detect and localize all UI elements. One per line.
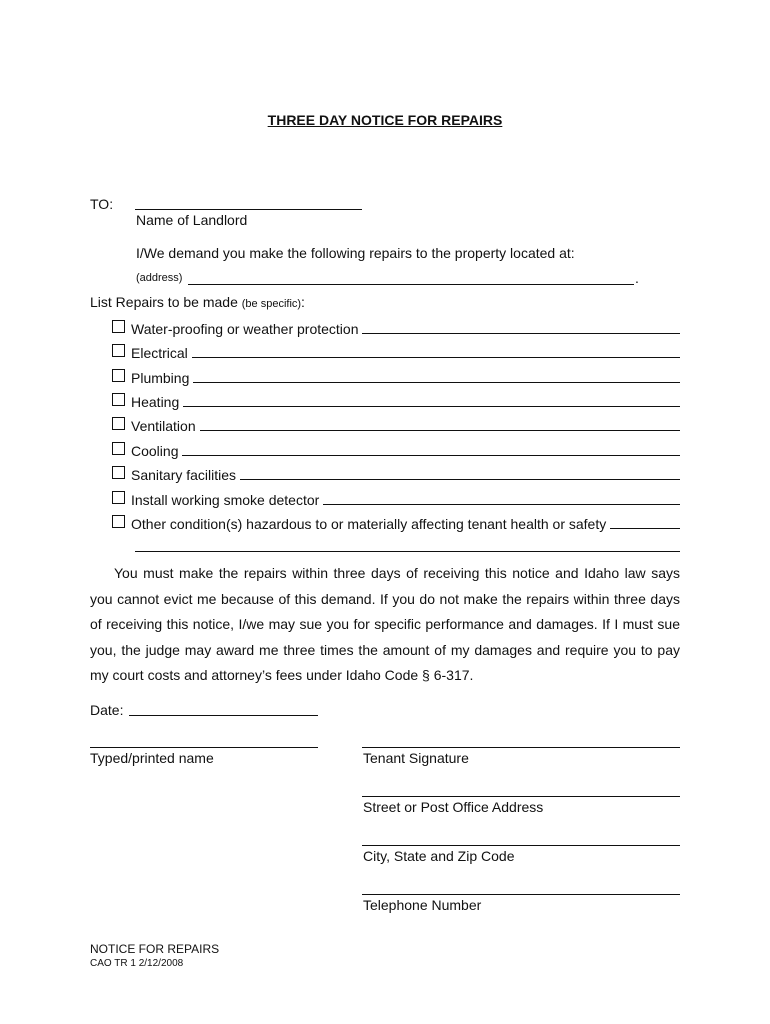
repair-label: Other condition(s) hazardous to or materially affecting tenant health or safety <box>131 516 607 532</box>
repair-item <box>112 439 680 459</box>
checkbox[interactable] <box>112 369 125 382</box>
demand-text: I/We demand you make the following repairs to the property located at: <box>136 245 575 261</box>
repair-label: Water-proofing or weather protection <box>131 321 359 337</box>
landlord-name-line[interactable] <box>135 209 362 210</box>
repair-item <box>112 317 680 337</box>
repair-detail-line[interactable] <box>182 455 680 456</box>
street-address-label: Street or Post Office Address <box>363 799 544 815</box>
repair-detail-line[interactable] <box>200 430 680 431</box>
checkbox[interactable] <box>112 344 125 357</box>
tenant-signature-label: Tenant Signature <box>363 750 469 766</box>
address-period: . <box>635 270 639 286</box>
checkbox[interactable] <box>112 442 125 455</box>
list-repairs-label: List Repairs to be made (be specific): <box>90 294 305 310</box>
repair-detail-line[interactable] <box>192 357 680 358</box>
repair-item <box>112 341 680 361</box>
city-state-zip-line[interactable] <box>362 845 680 846</box>
checkbox[interactable] <box>112 417 125 430</box>
repair-item <box>112 390 680 410</box>
city-state-zip-label: City, State and Zip Code <box>363 848 515 864</box>
checkbox[interactable] <box>112 466 125 479</box>
repair-detail-line[interactable] <box>323 504 680 505</box>
address-label: (address) <box>136 272 183 284</box>
tenant-signature-line[interactable] <box>362 747 680 748</box>
repair-item <box>112 512 680 532</box>
checkbox[interactable] <box>112 393 125 406</box>
repair-detail-line[interactable] <box>193 382 680 383</box>
document-title: THREE DAY NOTICE FOR REPAIRS <box>267 112 503 128</box>
repair-label: Cooling <box>131 443 179 459</box>
footer-title: NOTICE FOR REPAIRS <box>90 942 220 956</box>
repair-item <box>112 463 680 483</box>
typed-name-label: Typed/printed name <box>90 750 214 766</box>
footer-code: CAO TR 1 2/12/2008 <box>90 958 184 969</box>
repair-label: Sanitary facilities <box>131 467 237 483</box>
date-line[interactable] <box>129 715 318 716</box>
repair-label: Ventilation <box>131 418 196 434</box>
checkbox[interactable] <box>112 491 125 504</box>
telephone-line[interactable] <box>362 894 680 895</box>
repair-label: Plumbing <box>131 370 190 386</box>
repair-item <box>112 366 680 386</box>
repair-item <box>112 414 680 434</box>
date-label: Date: <box>90 702 124 718</box>
checkbox[interactable] <box>112 515 125 528</box>
landlord-label: Name of Landlord <box>136 212 248 228</box>
repair-label: Heating <box>131 394 180 410</box>
checkbox[interactable] <box>112 320 125 333</box>
notice-paragraph: You must make the repairs within three days of receiving this notice and Idaho law says you cannot evict me because of this demand. If you do not make the repairs within three days of receiving this notice, I/we may sue you for specific performance and damages. If I must sue you, the judge may award me three times the amount of my damages and require you to pay my court costs and attorney’s fees under Idaho Code § 6-317. <box>90 565 680 683</box>
street-address-line[interactable] <box>362 796 680 797</box>
repair-detail-line[interactable] <box>362 333 680 334</box>
repair-detail-line[interactable] <box>240 479 680 480</box>
typed-name-line[interactable] <box>90 747 318 748</box>
repair-label: Electrical <box>131 345 188 361</box>
repair-detail-line[interactable] <box>183 406 680 407</box>
address-line[interactable] <box>188 284 634 285</box>
repair-detail-line[interactable] <box>610 528 680 529</box>
repair-item <box>112 488 680 508</box>
to-label: TO: <box>90 196 114 212</box>
telephone-label: Telephone Number <box>363 897 482 913</box>
repair-label: Install working smoke detector <box>131 492 320 508</box>
repair-continuation-line[interactable] <box>135 551 680 552</box>
